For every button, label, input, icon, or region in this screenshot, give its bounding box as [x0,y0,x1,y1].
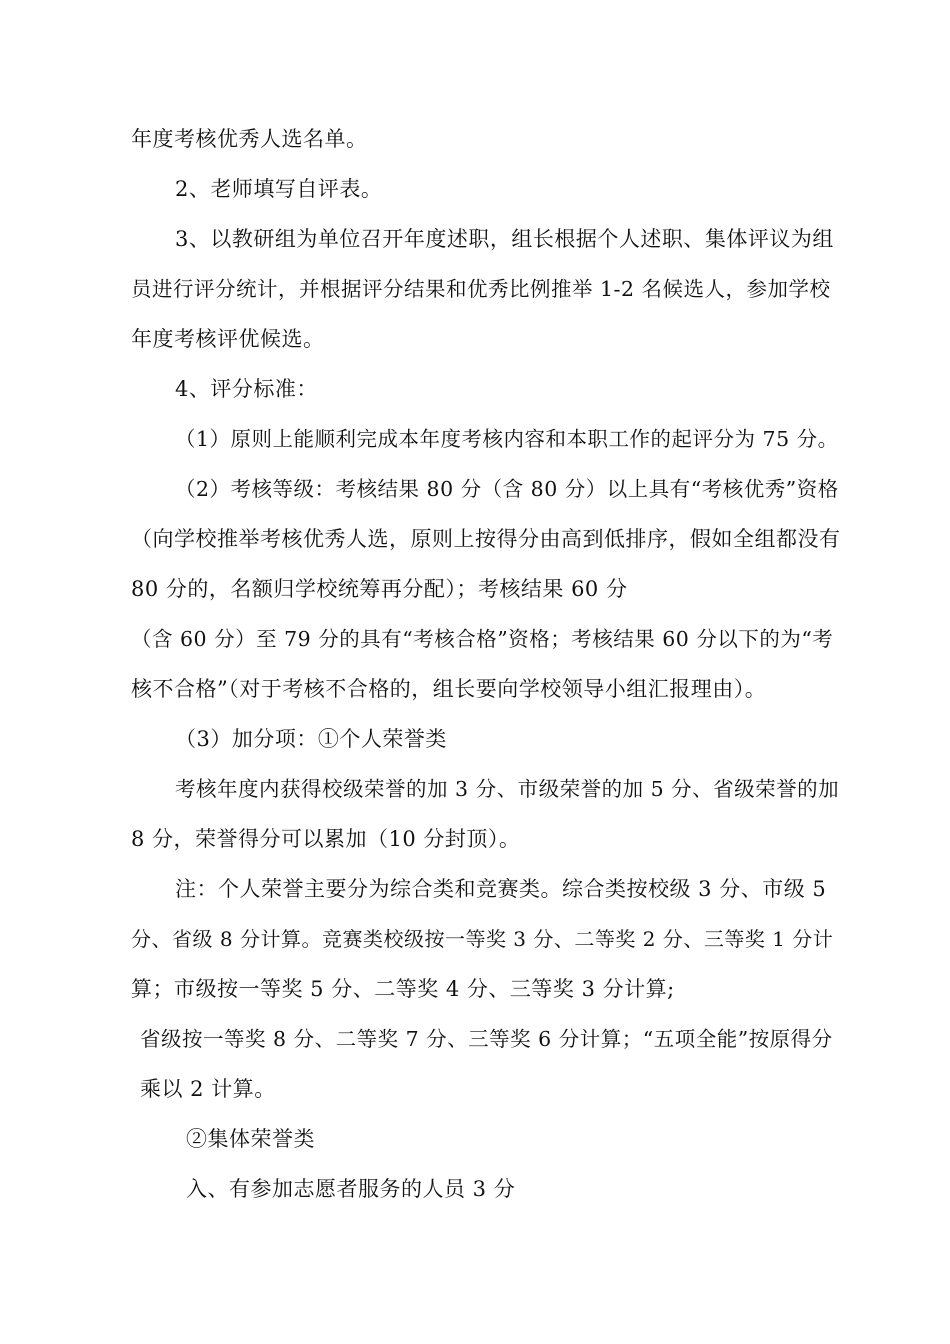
text-line: 员进行评分统计，并根据评分结果和优秀比例推举 1-2 名候选人，参加学校 [131,277,831,301]
text-line: 8 分，荣誉得分可以累加（10 分封顶）。 [131,827,521,851]
text-line: 注：个人荣誉主要分为综合类和竞赛类。综合类按校级 3 分、市级 5 [175,877,827,901]
text-line: 4、评分标准： [175,377,318,401]
text-line: 乘以 2 计算。 [140,1077,276,1101]
text-line: 核不合格”（对于考核不合格的，组长要向学校领导小组汇报理由）。 [131,677,767,701]
text-line: 分、省级 8 分计算。竞赛类校级按一等奖 3 分、二等奖 2 分、三等奖 1 分计 [131,927,834,951]
text-line: 算；市级按一等奖 5 分、二等奖 4 分、三等奖 3 分计算; [131,977,675,1001]
text-line: 2、老师填写自评表。 [175,177,383,201]
text-line: 年度考核评优候选。 [131,327,325,351]
text-line: 3、以教研组为单位召开年度述职，组长根据个人述职、集体评议为组 [175,227,834,251]
text-line: （3）加分项：①个人荣誉类 [175,727,447,751]
text-line: （2）考核等级：考核结果 80 分（含 80 分）以上具有“考核优秀”资格 [175,477,839,501]
text-line: 80 分的，名额归学校统筹再分配）；考核结果 60 分 [131,577,628,601]
text-line: （1）原则上能顺利完成本年度考核内容和本职工作的起评分为 75 分。 [175,427,839,451]
text-line: 年度考核优秀人选名单。 [131,127,368,151]
text-line: （向学校推举考核优秀人选，原则上按得分由高到低排序，假如全组都没有 [131,527,841,551]
text-line: （含 60 分）至 79 分的具有“考核合格”资格；考核结果 60 分以下的为“考 [131,627,834,651]
text-line: 省级按一等奖 8 分、二等奖 7 分、三等奖 6 分计算；“五项全能”按原得分 [140,1027,833,1051]
text-line: 入、有参加志愿者服务的人员 3 分 [186,1177,516,1201]
text-line: 考核年度内获得校级荣誉的加 3 分、市级荣誉的加 5 分、省级荣誉的加 [175,777,840,801]
text-line: ②集体荣誉类 [186,1127,315,1151]
